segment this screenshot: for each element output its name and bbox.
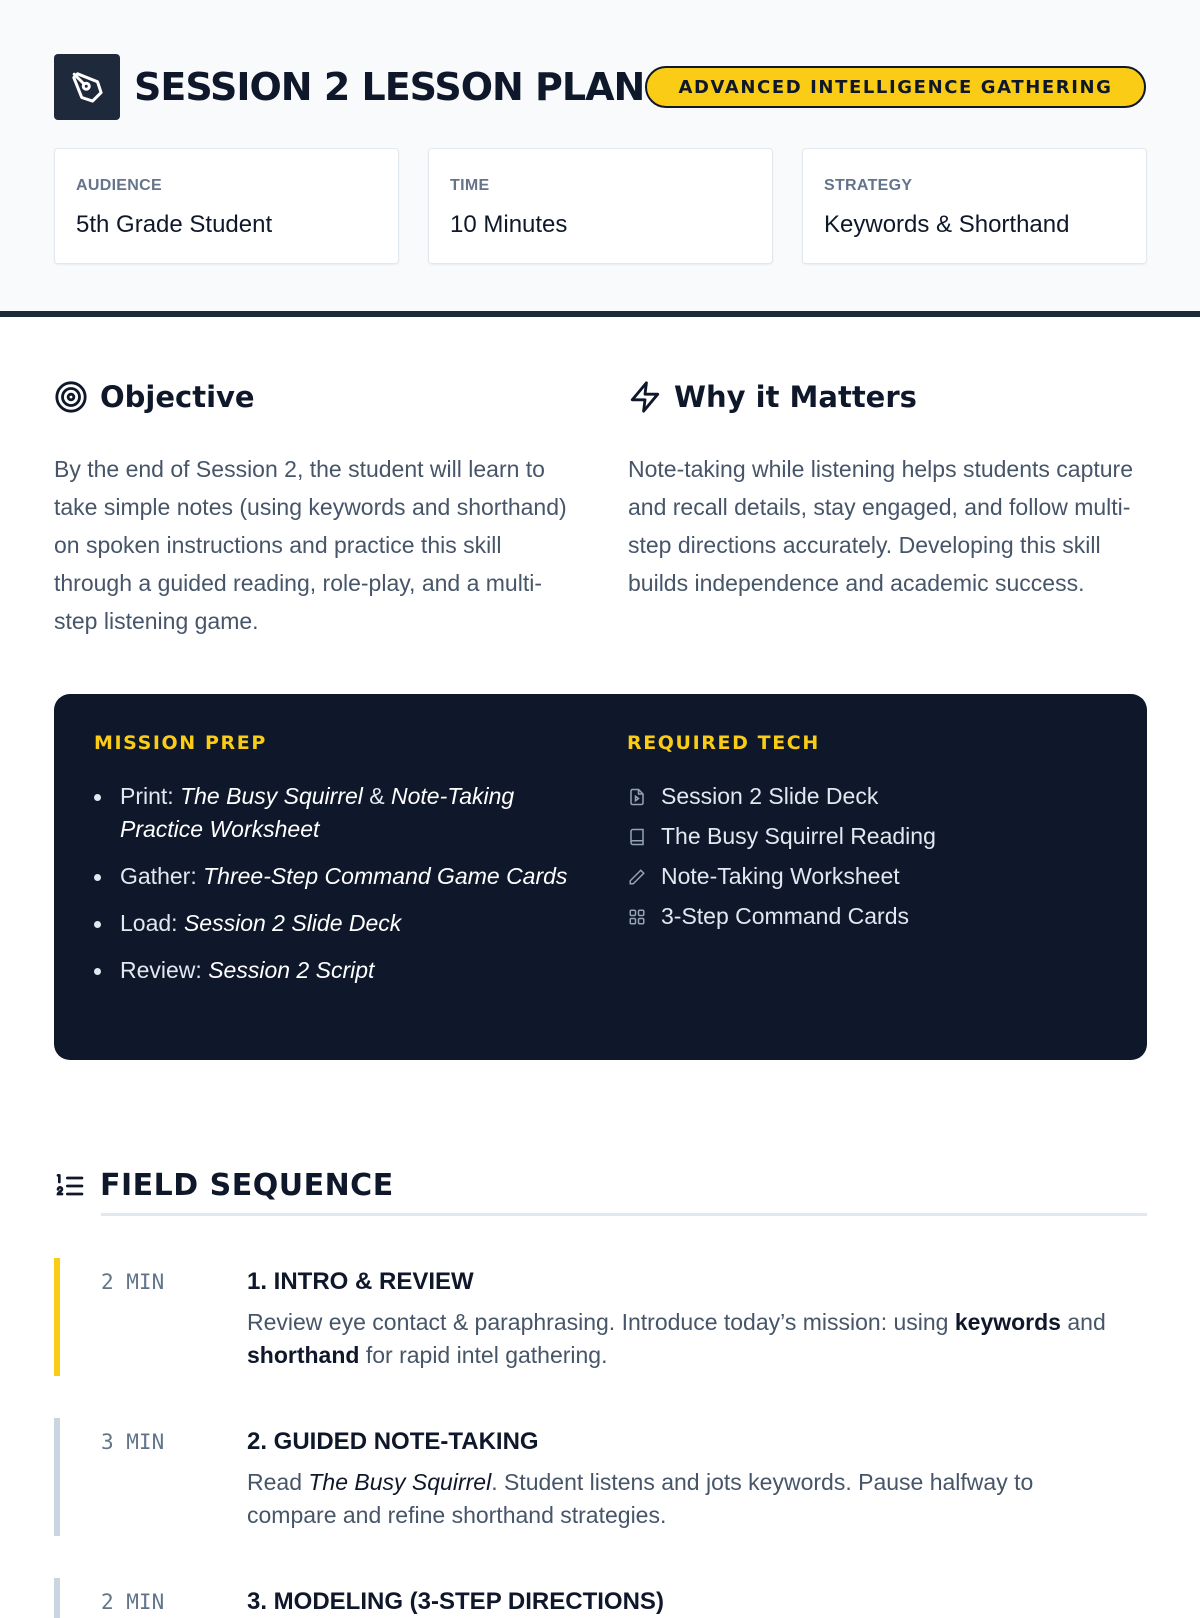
field-sequence-heading bbox=[54, 1168, 394, 1203]
mission-prep-list bbox=[120, 780, 580, 1001]
objective-heading bbox=[54, 380, 255, 414]
target-icon bbox=[54, 380, 88, 414]
objective-text: By the end of Session 2, the student will learn to take simple notes (using keywords and shorthand) on spoken instructions and practice this skill through a guided reading, role-play, and a multi-step listening game. bbox=[54, 456, 567, 634]
step-time: 2 MIN bbox=[101, 1270, 165, 1294]
audience-card bbox=[54, 148, 399, 264]
strategy-card bbox=[802, 148, 1147, 264]
step-indicator bbox=[54, 1418, 60, 1536]
numbered-list-icon bbox=[54, 1170, 86, 1202]
why-title: Why it Matters bbox=[674, 380, 917, 414]
pen-tool-icon bbox=[69, 69, 105, 105]
time-card bbox=[428, 148, 773, 264]
list-item: Review: Session 2 Script bbox=[120, 954, 580, 987]
audience-value: 5th Grade Student bbox=[76, 211, 273, 238]
tech-item-reading: The Busy Squirrel Reading bbox=[627, 820, 936, 853]
step-title: 2. GUIDED NOTE-TAKING bbox=[247, 1428, 539, 1455]
pencil-icon bbox=[627, 867, 647, 887]
step-description: Review eye contact & paraphrasing. Introduce today’s mission: using keywords and shorthand for rapid intel gathering. bbox=[247, 1309, 1106, 1368]
step-title: 1. INTRO & REVIEW bbox=[247, 1268, 474, 1295]
divider bbox=[101, 1213, 1147, 1216]
step-indicator bbox=[54, 1578, 60, 1618]
required-tech-label: REQUIRED TECH bbox=[627, 732, 820, 754]
why-text: Note-taking while listening helps students capture and recall details, stay engaged, and follow multi-step directions accurately. Developing this skill builds independence and academic success. bbox=[628, 456, 1134, 596]
step-time: 3 MIN bbox=[101, 1430, 165, 1454]
list-item: Load: Session 2 Slide Deck bbox=[120, 907, 580, 940]
header bbox=[0, 0, 1200, 317]
step-description: Read The Busy Squirrel. Student listens and jots keywords. Pause halfway to compare and refine shorthand strategies. bbox=[247, 1469, 1034, 1528]
step-time: 2 MIN bbox=[101, 1590, 165, 1614]
time-value: 10 Minutes bbox=[450, 211, 568, 238]
why-heading bbox=[628, 380, 917, 414]
time-label: TIME bbox=[450, 177, 490, 194]
objective-title: Objective bbox=[100, 380, 255, 414]
step-indicator bbox=[54, 1258, 60, 1376]
tech-item-slide-deck: Session 2 Slide Deck bbox=[627, 780, 936, 813]
list-item: Print: The Busy Squirrel & Note-Taking Practice Worksheet bbox=[120, 780, 580, 846]
page-title: SESSION 2 LESSON PLAN bbox=[134, 65, 645, 109]
book-icon bbox=[627, 827, 647, 847]
step-title: 3. MODELING (3-STEP DIRECTIONS) bbox=[247, 1588, 664, 1615]
sequence-step bbox=[54, 1258, 1147, 1376]
file-icon bbox=[627, 787, 647, 807]
tech-item-worksheet: Note-Taking Worksheet bbox=[627, 860, 936, 893]
audience-label: AUDIENCE bbox=[76, 177, 162, 194]
strategy-label: STRATEGY bbox=[824, 177, 913, 194]
tech-item-command-cards: 3-Step Command Cards bbox=[627, 900, 936, 933]
logo bbox=[54, 54, 120, 120]
required-tech-list bbox=[627, 780, 936, 940]
sequence-step bbox=[54, 1418, 1147, 1536]
mission-prep-label: MISSION PREP bbox=[94, 732, 267, 754]
grid-icon bbox=[627, 907, 647, 927]
prep-panel bbox=[54, 694, 1147, 1060]
sequence-step bbox=[54, 1578, 1147, 1618]
strategy-value: Keywords & Shorthand bbox=[824, 211, 1070, 238]
session-badge: ADVANCED INTELLIGENCE GATHERING bbox=[645, 66, 1146, 108]
list-item: Gather: Three-Step Command Game Cards bbox=[120, 860, 580, 893]
field-sequence-title: FIELD SEQUENCE bbox=[100, 1168, 394, 1203]
lightning-icon bbox=[628, 380, 662, 414]
